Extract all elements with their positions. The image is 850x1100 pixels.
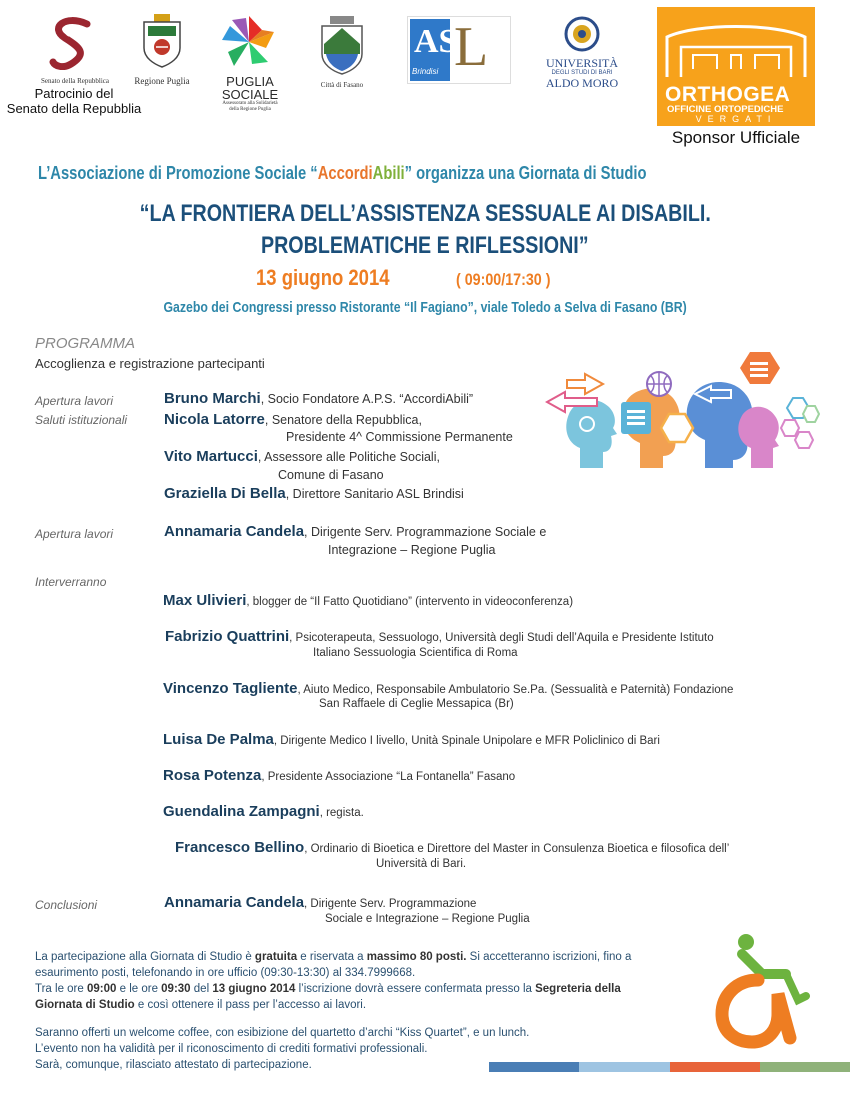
venue-text: Gazebo dei Congressi presso Ristorante “Il Fagiano”, viale Toledo a Selva di Fasano (BR) bbox=[163, 299, 687, 316]
patrocinio-label bbox=[0, 86, 148, 116]
uniba-line1: UNIVERSITÀ bbox=[546, 56, 618, 70]
role-apertura-lavori: Apertura lavori bbox=[35, 394, 114, 408]
speaker-desc-cont: Sociale e Integrazione – Regione Puglia bbox=[325, 913, 530, 925]
puglia-sociale-line1: PUGLIA bbox=[226, 74, 274, 89]
senato-emblem-icon bbox=[35, 14, 115, 70]
senato-logo bbox=[35, 14, 115, 84]
orthogea-sub2: VERGATI bbox=[695, 114, 777, 124]
patrocinio-line1: Patrocinio del bbox=[34, 86, 114, 101]
footer-registration bbox=[35, 949, 685, 1013]
intro-line bbox=[38, 163, 647, 184]
speaker-entry bbox=[164, 485, 464, 503]
role-saluti-istituzionali: Saluti istituzionali bbox=[35, 413, 128, 427]
footer-note-3: Sarà, comunque, rilasciato attestato di partecipazione. bbox=[35, 1059, 312, 1071]
footer-bold: massimo 80 posti. bbox=[366, 951, 467, 963]
program-welcome: Accoglienza e registrazione partecipanti bbox=[35, 356, 265, 371]
speaker-desc: , Aiuto Medico, Responsabile Ambulatorio Se.Pa. (Sessualità e Paternità) Fondazione bbox=[297, 684, 734, 696]
speaker-desc: , Dirigente Medico I livello, Unità Spinale Unipolare e MFR Policlinico di Bari bbox=[273, 735, 660, 747]
title-line1-text: “LA FRONTIERA DELL’ASSISTENZA SESSUALE AI DISABILI. bbox=[139, 200, 711, 227]
fasano-crest-icon bbox=[316, 14, 368, 76]
puglia-sociale-logo bbox=[218, 14, 282, 114]
asl-brindisi-logo: AS L Brindisi bbox=[407, 16, 511, 84]
footer-p2-line1 bbox=[35, 981, 685, 997]
speaker-name: Nicola Latorre bbox=[164, 411, 265, 428]
speaker-name: Guendalina Zampagni bbox=[163, 803, 320, 820]
accordiabili-logo-icon bbox=[714, 930, 814, 1050]
uniba-seal-icon bbox=[562, 16, 602, 52]
speaker-desc-cont: Italiano Sessuologia Scientifica di Roma bbox=[313, 647, 518, 659]
speaker-entry bbox=[163, 680, 733, 698]
intro-text-before: L’Associazione di Promozione Sociale “ bbox=[38, 163, 318, 183]
speaker-name: Fabrizio Quattrini bbox=[165, 628, 290, 645]
speaker-name: Rosa Potenza bbox=[163, 767, 262, 784]
footer-text: e riservata a bbox=[297, 951, 367, 963]
role-apertura-lavori-2: Apertura lavori bbox=[35, 527, 114, 541]
footer-text: La partecipazione alla Giornata di Studio è bbox=[35, 951, 255, 963]
event-title-line2 bbox=[0, 232, 850, 260]
speaker-entry bbox=[164, 411, 422, 429]
footer-bold: 13 giugno 2014 bbox=[212, 983, 296, 995]
footer-bar-orange bbox=[670, 1062, 760, 1072]
speaker-desc: , Ordinario di Bioetica e Direttore del Master in Consulenza Bioetica e filosofica dell’ bbox=[304, 843, 730, 855]
speaker-name: Francesco Bellino bbox=[175, 839, 305, 856]
footer-bold: 09:30 bbox=[161, 983, 191, 995]
footer-text: del bbox=[190, 983, 213, 995]
footer-bold: 09:00 bbox=[86, 983, 117, 995]
speaker-entry bbox=[163, 803, 364, 821]
speaker-name: Vito Martucci bbox=[164, 448, 258, 465]
sponsor-caption: Sponsor Ufficiale bbox=[671, 128, 801, 147]
speaker-desc-cont: Comune di Fasano bbox=[278, 468, 384, 482]
speaker-entry bbox=[163, 767, 515, 785]
orthogea-text: ORTHOGEA bbox=[665, 83, 791, 106]
speaker-entry bbox=[163, 731, 660, 749]
event-hours: ( 09:00/17:30 ) bbox=[456, 270, 551, 289]
event-title-line1 bbox=[0, 200, 850, 228]
footer-text: e le ore bbox=[116, 983, 162, 995]
regione-shield-icon bbox=[128, 14, 196, 68]
patrocinio-line2: Senato della Repubblia bbox=[6, 101, 142, 116]
footer-bar-green bbox=[760, 1062, 850, 1072]
orthogea-sub1: OFFICINE ORTOPEDICHE bbox=[667, 104, 784, 115]
speaker-name: Bruno Marchi bbox=[164, 390, 261, 407]
speaker-name: Graziella Di Bella bbox=[164, 485, 286, 502]
footer-text: l’iscrizione dovrà essere confermata presso la bbox=[295, 983, 536, 995]
intro-abili: Abili bbox=[372, 163, 405, 183]
speaker-desc-cont: San Raffaele di Ceglie Messapica (Br) bbox=[319, 698, 514, 710]
speaker-entry bbox=[175, 839, 729, 857]
speaker-desc: , Psicoterapeuta, Sessuologo, Università degli Studi dell’Aquila e Presidente Istituto bbox=[289, 632, 714, 644]
fasano-caption: Città di Fasano bbox=[320, 81, 364, 89]
heads-illustration bbox=[545, 348, 820, 478]
footer-p1-line2: esaurimento posti, telefonando in ore ufficio (09:30-13:30) al 334.7999668. bbox=[35, 967, 416, 979]
speaker-entry bbox=[163, 592, 573, 610]
speaker-desc: , Socio Fondatore A.P.S. “AccordiAbili” bbox=[260, 392, 474, 406]
speaker-entry bbox=[164, 894, 476, 912]
footer-bold: gratuita bbox=[254, 951, 298, 963]
asl-letters: AS bbox=[414, 23, 458, 60]
orthogea-building-icon bbox=[657, 11, 815, 83]
speaker-name: Max Ulivieri bbox=[163, 592, 247, 609]
footer-bar-blue bbox=[489, 1062, 579, 1072]
speaker-desc-cont: Integrazione – Regione Puglia bbox=[328, 543, 496, 557]
footer-note-2: L’evento non ha validità per il riconoscimento di crediti formativi professionali. bbox=[35, 1043, 428, 1055]
speaker-name: Annamaria Candela bbox=[164, 523, 305, 540]
pinwheel-icon bbox=[218, 14, 280, 70]
speaker-desc: , Assessore alle Politiche Sociali, bbox=[257, 450, 440, 464]
regione-puglia-logo bbox=[128, 14, 196, 86]
event-date: 13 giugno 2014 bbox=[256, 265, 390, 290]
speaker-entry bbox=[164, 448, 440, 466]
speaker-entry bbox=[164, 390, 473, 408]
intro-accordi: Accordi bbox=[317, 163, 373, 183]
program-heading: PROGRAMMA bbox=[35, 335, 136, 352]
speaker-desc: , Dirigente Serv. Programmazione bbox=[304, 898, 477, 910]
speaker-entry bbox=[164, 523, 546, 541]
speaker-desc: , Presidente Associazione “La Fontanella” Fasano bbox=[261, 771, 516, 783]
speaker-desc: , Senatore della Repubblica, bbox=[264, 413, 422, 427]
speaker-desc: , Direttore Sanitario ASL Brindisi bbox=[285, 487, 464, 501]
role-interverranno: Interverranno bbox=[35, 575, 107, 589]
footer-bar-lightblue bbox=[579, 1062, 670, 1072]
uniba-logo bbox=[540, 16, 624, 90]
speaker-entry bbox=[165, 628, 714, 646]
intro-text-after: ” organizza una Giornata di Studio bbox=[404, 163, 647, 183]
footer-bold: Segreteria della bbox=[535, 983, 621, 995]
title-line2-text: PROBLEMATICHE E RIFLESSIONI” bbox=[261, 232, 589, 259]
orthogea-logo bbox=[657, 7, 815, 126]
speaker-name: Luisa De Palma bbox=[163, 731, 274, 748]
footer-text: Tra le ore bbox=[35, 983, 87, 995]
uniba-line3: ALDO MORO bbox=[545, 76, 619, 90]
footer-note-1: Saranno offerti un welcome coffee, con esibizione del quartetto d’archi “Kiss Quartet”, e un lunch. bbox=[35, 1027, 530, 1039]
speaker-desc: , blogger de “Il Fatto Quotidiano” (intervento in videoconferenza) bbox=[246, 596, 574, 608]
speaker-name: Annamaria Candela bbox=[164, 894, 305, 911]
senato-caption: Senato della Repubblica bbox=[40, 77, 110, 85]
role-conclusioni: Conclusioni bbox=[35, 898, 98, 912]
footer-p1-line1 bbox=[35, 949, 685, 965]
speaker-name: Vincenzo Tagliente bbox=[163, 680, 298, 697]
footer-text: Si accetteranno iscrizioni, fino a bbox=[466, 951, 632, 963]
asl-caption: Brindisi bbox=[412, 67, 439, 76]
fasano-logo bbox=[316, 14, 368, 94]
footer-text: e così ottenere il pass per l’accesso ai lavori. bbox=[134, 999, 367, 1011]
event-venue bbox=[0, 299, 850, 316]
regione-caption: Regione Puglia bbox=[134, 76, 190, 86]
footer-p2-line2 bbox=[35, 997, 685, 1013]
speaker-desc-cont: Università di Bari. bbox=[376, 858, 467, 870]
footer-bold: Giornata di Studio bbox=[35, 999, 135, 1011]
puglia-sociale-caption: Assessorato alla Solidarietà della Regione Puglia bbox=[222, 101, 278, 112]
speaker-desc: , regista. bbox=[319, 807, 364, 819]
puglia-sociale-line2: SOCIALE bbox=[221, 87, 279, 102]
speaker-desc: , Dirigente Serv. Programmazione Sociale e bbox=[304, 525, 547, 539]
uniba-line2: DEGLI STUDI DI BARI bbox=[551, 70, 613, 76]
speaker-desc-cont: Presidente 4^ Commissione Permanente bbox=[286, 430, 513, 444]
